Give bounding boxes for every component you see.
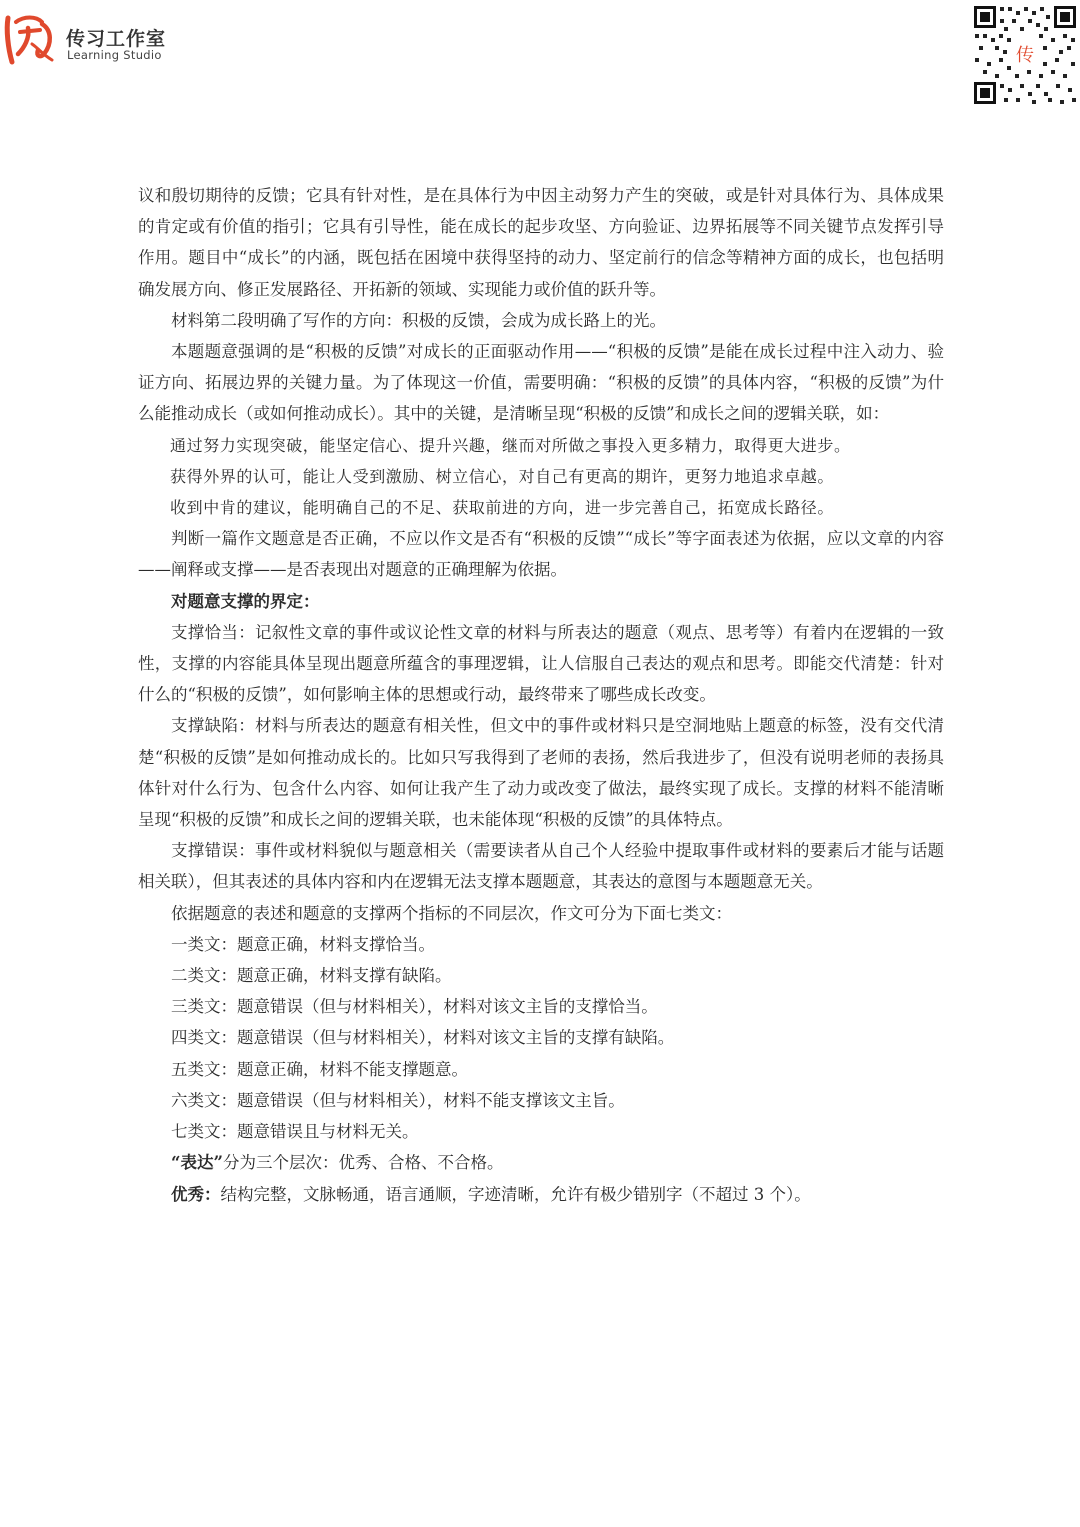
studio-logo [2,8,177,68]
category-line: 一类文：题意正确，材料支撑恰当。 [171,934,435,954]
brand-name-cn: 传习工作室 [66,28,167,50]
document-body [138,180,944,1210]
expression-label: “表达” [171,1153,223,1173]
paragraph: 支撑恰当：记叙性文章的事件或议论性文章的材料与所表达的题意（观点、思考等）有着内在逻辑的一致性，支撑的内容能具体呈现出题意所蕴含的事理逻辑，让人信服自己表达的观点和思考。即能交代清楚：针对什么的“积极的反馈”，如何影响主体的思想或行动，最终带来了哪些成长改变。 [138,622,944,705]
paragraph: 本题题意强调的是“积极的反馈”对成长的正面驱动作用——“积极的反馈”是能在成长过程中注入动力、验证方向、拓展边界的关键力量。为了体现这一价值，需要明确：“积极的反馈”的具体内容，“积极的反馈”为什么能推动成长（或如何推动成长）。其中的关键，是清晰呈现“积极的反馈”和成长之间的逻辑关联，如： [138,342,944,424]
category-line: 五类文：题意正确，材料不能支撑题意。 [171,1059,468,1079]
section-heading: 对题意支撑的界定： [171,591,320,611]
paragraph: 支撑错误：事件或材料貌似与题意相关（需要读者从自己个人经验中提取事件或材料的要素后才能与话题相关联），但其表述的具体内容和内在逻辑无法支撑本题题意，其表达的意图与本题题意无关。 [138,841,944,892]
paragraph: 依据题意的表述和题意的支撑两个指标的不同层次，作文可分为下面七类文： [171,903,732,923]
category-line: 六类文：题意错误（但与材料相关），材料不能支撑该文主旨。 [171,1090,625,1110]
brand-name-en: Learning Studio [67,48,162,62]
category-line: 七类文：题意错误且与材料无关。 [171,1122,419,1142]
expression-levels [138,1147,944,1178]
paragraph: 支撑缺陷：材料与所表达的题意有相关性，但文中的事件或材料只是空洞地贴上题意的标签，没有交代清楚“积极的反馈”是如何推动成长的。比如只写我得到了老师的表扬，然后我进步了，但没有说明老师的表扬具体针对什么行为、包含什么内容、如何让我产生了动力或改变了做法，最终实现了成长。支撑的材料不能清晰呈现“积极的反馈”和成长之间的逻辑关联，也未能体现“积极的反馈”的具体特点。 [138,716,944,830]
excellent-label: 优秀： [171,1184,221,1204]
qr-center-logo: 传 [1016,45,1034,66]
example-line: 通过努力实现突破，能坚定信心、提升兴趣，继而对所做之事投入更多精力，取得更大进步。 [170,435,851,455]
example-line: 获得外界的认可，能让人受到激励、树立信心，对自己有更高的期许，更努力地追求卓越。 [170,466,835,486]
excellent-text: 结构完整，文脉畅通，语言通顺，字迹清晰，允许有极少错别字（不超过 3 个）。 [220,1184,811,1204]
category-line: 四类文：题意错误（但与材料相关），材料对该文主旨的支撑有缺陷。 [171,1028,675,1048]
page-header [0,0,1080,120]
paragraph: 议和殷切期待的反馈；它具有针对性，是在具体行为中因主动努力产生的突破，或是针对具体行为、具体成果的肯定或有价值的指引；它具有引导性，能在成长的起步攻坚、方向验证、边界拓展等不同关键节点发挥引导作用。题目中“成长”的内涵，既包括在困境中获得坚持的动力、坚定前行的信念等精神方面的成长，也包括明确发展方向、修正发展路径、开拓新的领域、实现能力或价值的跃升等。 [138,186,944,299]
expression-text: 分为三个层次：优秀、合格、不合格。 [222,1153,504,1173]
brush-logo-icon [2,8,60,66]
paragraph: 材料第二段明确了写作的方向：积极的反馈，会成为成长路上的光。 [171,310,666,330]
category-line: 三类文：题意错误（但与材料相关），材料对该文主旨的支撑恰当。 [171,997,658,1017]
category-line: 二类文：题意正确，材料支撑有缺陷。 [171,966,452,986]
excellent-criteria [138,1179,944,1210]
qr-code-icon [972,4,1078,106]
paragraph: 判断一篇作文题意是否正确，不应以作文是否有“积极的反馈”“成长”等字面表述为依据，应以文章的内容——阐释或支撑——是否表现出对题意的正确理解为依据。 [138,529,944,580]
example-line: 收到中肯的建议，能明确自己的不足、获取前进的方向，进一步完善自己，拓宽成长路径。 [170,498,835,518]
